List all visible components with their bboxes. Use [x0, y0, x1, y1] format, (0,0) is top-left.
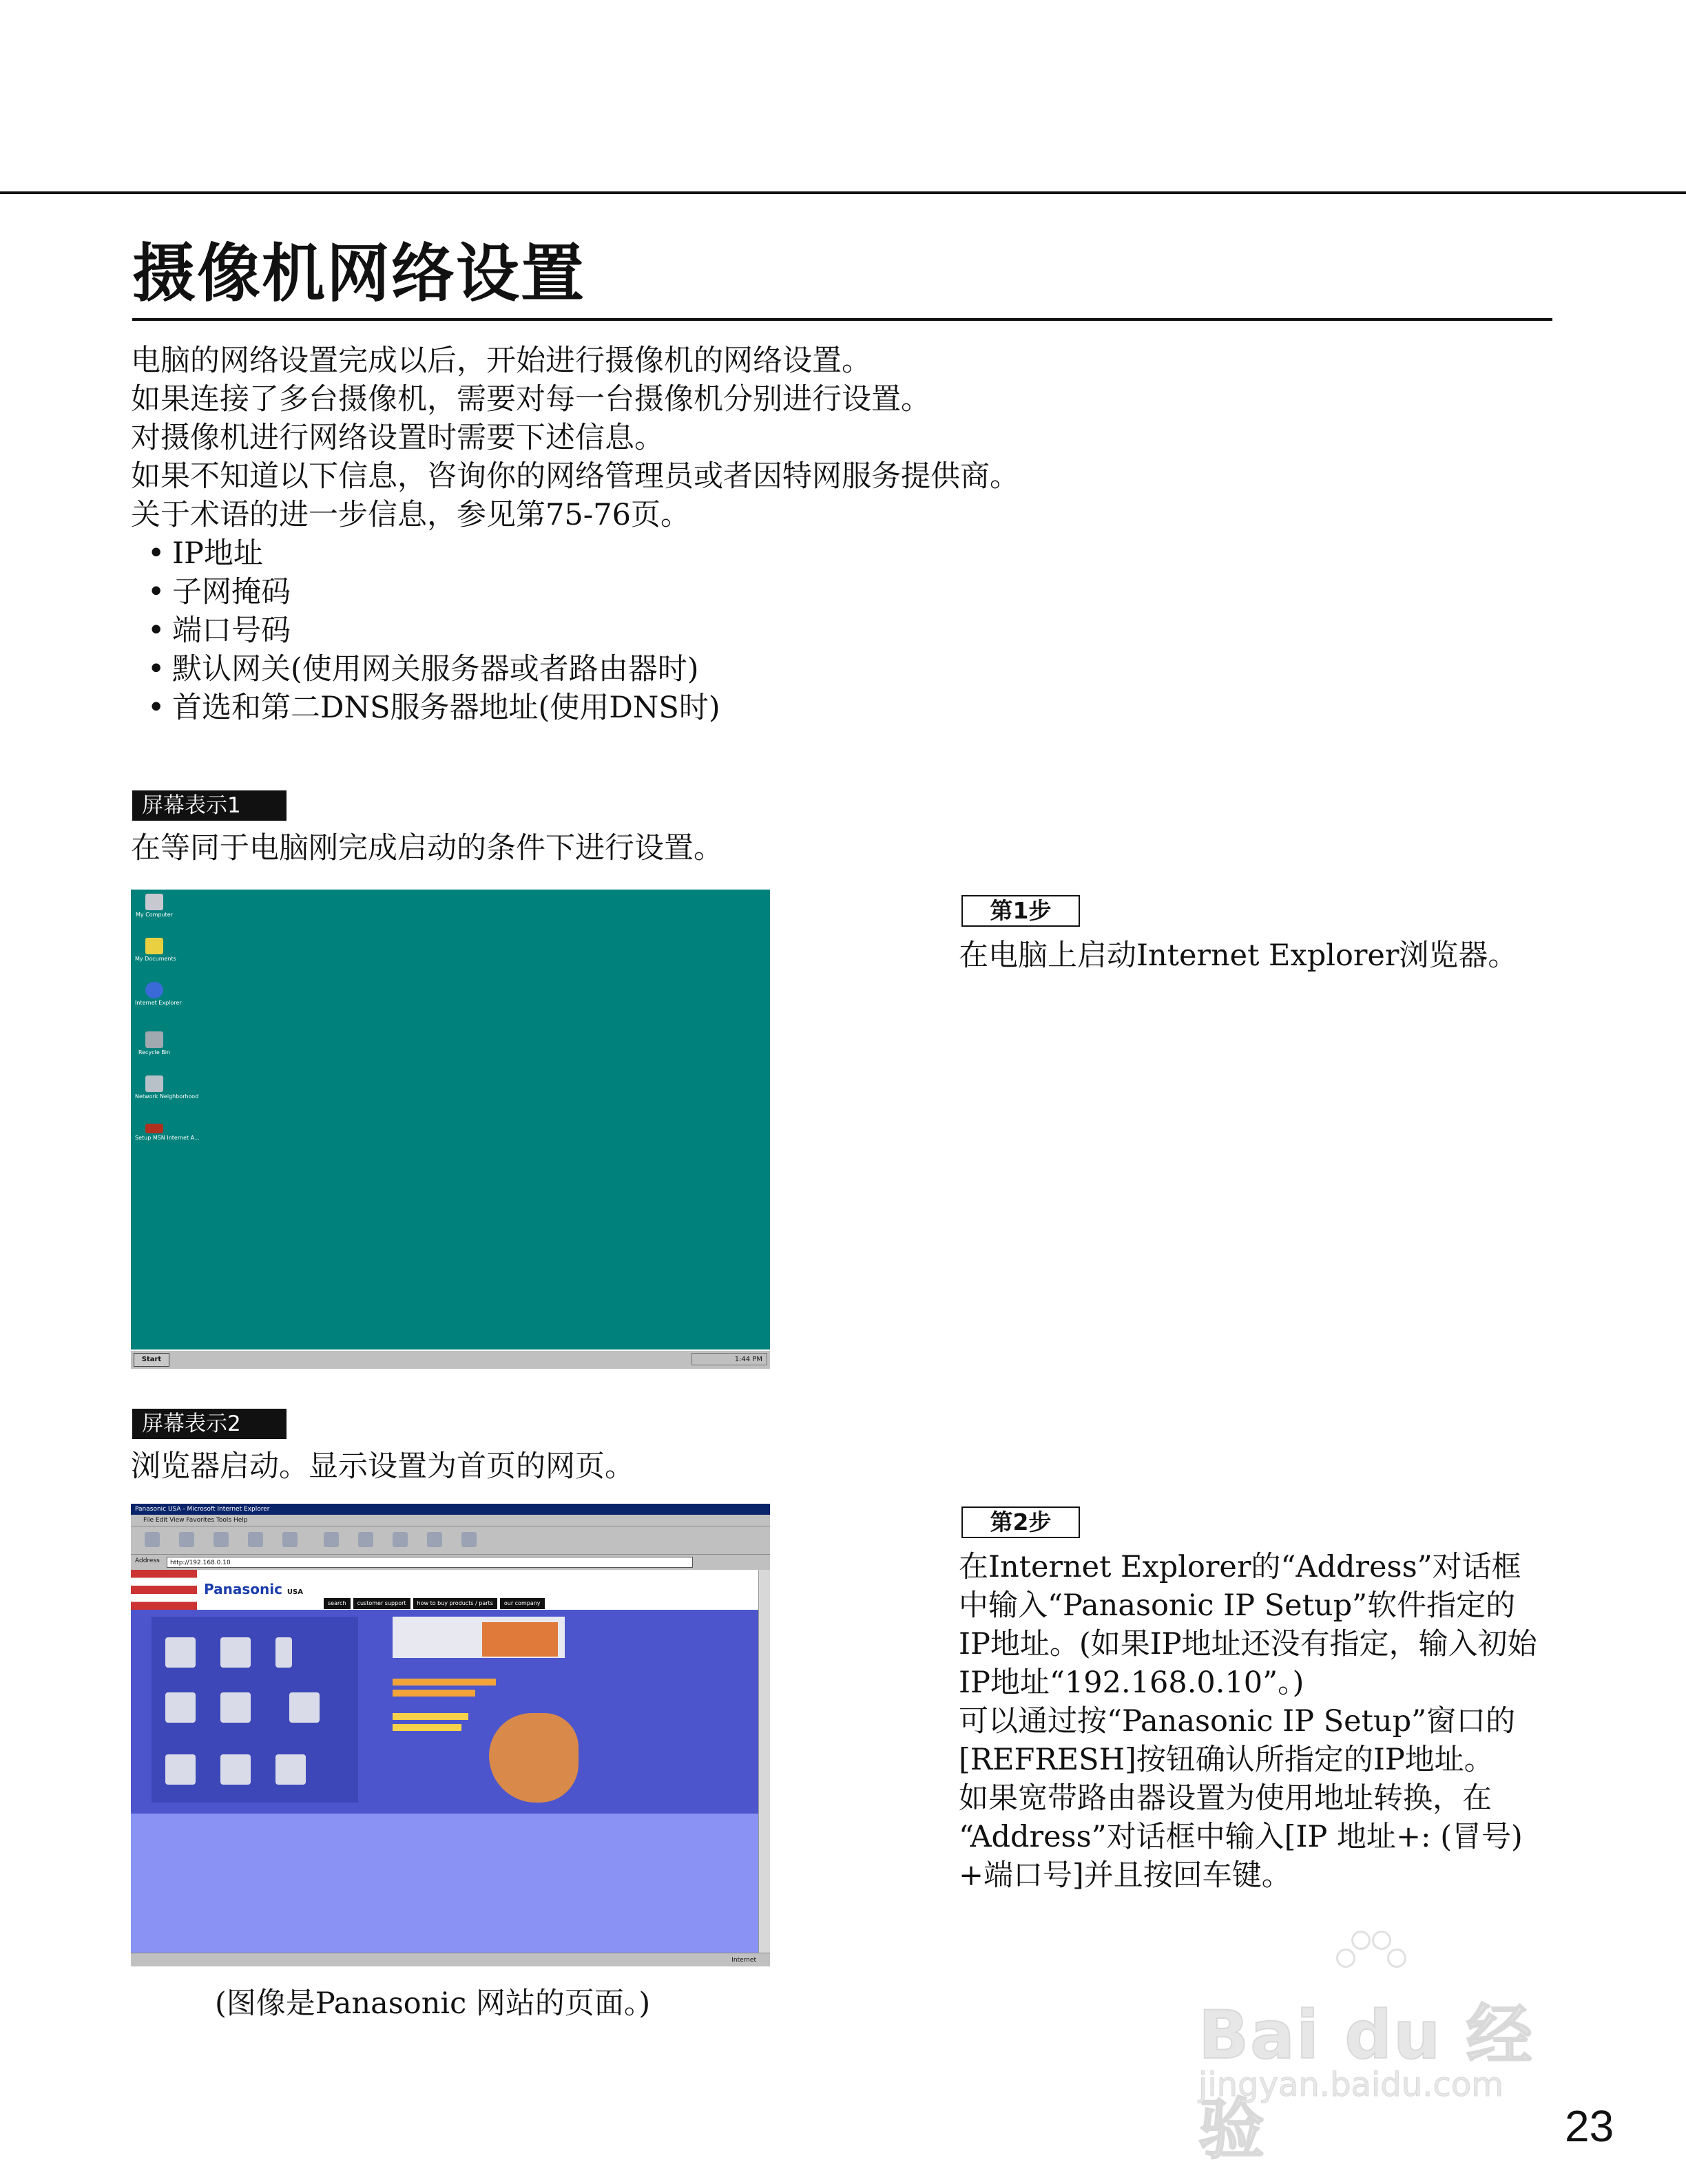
- list-item: • 首选和第二DNS服务器地址(使用DNS时): [147, 691, 720, 725]
- favorites-icon: [358, 1532, 373, 1547]
- address-label: Address: [135, 1557, 160, 1564]
- promo-text-line: [393, 1713, 468, 1720]
- screen2-label: 屏幕表示2: [132, 1409, 287, 1439]
- intro-line: 关于术语的进一步信息，参见第75-76页。: [131, 498, 690, 532]
- list-item: • 子网掩码: [147, 575, 291, 609]
- browser-address-bar: [131, 1555, 770, 1570]
- search-icon: [324, 1532, 339, 1547]
- top-rule: [0, 191, 1686, 194]
- browser-status-bar: Internet: [131, 1953, 770, 1966]
- watermark-brand: Bai du 经验: [1198, 1997, 1534, 2168]
- web-page: [131, 1570, 759, 1953]
- ie-icon: Internet Explorer: [135, 982, 174, 1007]
- page-title: 摄像机网络设置: [132, 237, 586, 311]
- intro-line: 电脑的网络设置完成以后，开始进行摄像机的网络设置。: [131, 344, 871, 378]
- flag-graphic: [131, 1570, 197, 1610]
- laptop-icon: [289, 1692, 320, 1723]
- site-nav-item[interactable]: how to buy products / parts: [413, 1598, 497, 1609]
- list-item: • 默认网关(使用网关服务器或者路由器时): [147, 652, 699, 686]
- intro-line: 如果不知道以下信息，咨询你的网络管理员或者因特网服务提供商。: [131, 459, 1019, 494]
- printer-icon: [165, 1692, 196, 1723]
- product-group-panel: [152, 1617, 358, 1803]
- msn-icon: Setup MSN Internet A...: [135, 1124, 174, 1142]
- browser-title-bar: Panasonic USA - Microsoft Internet Explorer: [131, 1504, 770, 1515]
- site-content: [131, 1610, 759, 1814]
- screenshot-caption: (图像是Panasonic 网站的页面。): [215, 1986, 651, 2021]
- disc-icon: [165, 1754, 196, 1785]
- paw-icon: [1336, 1928, 1398, 1990]
- intro-line: 对摄像机进行网络设置时需要下述信息。: [131, 421, 664, 455]
- computer-icon: My Computer: [135, 894, 174, 918]
- required-info-list: [147, 534, 720, 727]
- browser-menu-bar: File Edit View Favorites Tools Help: [143, 1517, 248, 1524]
- folder-icon: My Documents: [135, 938, 174, 963]
- site-nav-item[interactable]: customer support: [353, 1598, 410, 1609]
- home-icon: [282, 1532, 298, 1547]
- site-logo: Panasonic USA: [204, 1581, 303, 1597]
- print-icon: [461, 1532, 477, 1547]
- promo-banner: [482, 1622, 558, 1657]
- promo-text-line: [393, 1679, 496, 1686]
- screen2-description: 浏览器启动。显示设置为首页的网页。: [131, 1449, 634, 1484]
- step1-text: 在电脑上启动Internet Explorer浏览器。: [959, 938, 1518, 973]
- intro-paragraph: [131, 342, 1302, 534]
- step2-label: 第2步: [961, 1506, 1080, 1538]
- camera-icon: [220, 1637, 251, 1668]
- page-number: 23: [1565, 2101, 1614, 2151]
- camcorder-icon: [220, 1692, 251, 1723]
- battery-icon: [220, 1754, 251, 1785]
- taskbar: [131, 1350, 770, 1369]
- list-item: • 端口号码: [147, 613, 291, 648]
- history-icon: [393, 1532, 408, 1547]
- step2-text: 在Internet Explorer的“Address”对话框 中输入“Panasonic IP Setup”软件指定的 IP地址。(如果IP地址还没有指定，输入初始 IP地址“192.168.0.10”。) 可以通过按“Panasonic IP Setup”窗口的 [REFRESH]按钮确认所指定的IP地址。 如果宽带路由器设置为使用地址转换，在 “Address”对话框中输入[IP 地址+: (冒号) +端口号]并且按回车键。: [959, 1550, 1537, 1893]
- forward-icon: [179, 1532, 194, 1547]
- stop-icon: [214, 1532, 229, 1547]
- mail-icon: [427, 1532, 442, 1547]
- start-button[interactable]: Start: [134, 1353, 169, 1367]
- tv-icon: [165, 1637, 196, 1668]
- watermark-url: jingyan.baidu.com: [1198, 2066, 1503, 2104]
- step1-label: 第1步: [961, 895, 1080, 927]
- address-input[interactable]: http://192.168.0.10: [167, 1557, 693, 1568]
- screen1-label: 屏幕表示1: [132, 790, 287, 821]
- back-icon: [145, 1532, 160, 1547]
- site-nav-item[interactable]: our company: [500, 1598, 545, 1609]
- intro-line: 如果连接了多台摄像机，需要对每一台摄像机分别进行设置。: [131, 382, 930, 417]
- site-header: [131, 1570, 759, 1610]
- browser-screenshot: [131, 1504, 770, 1966]
- device-icon: [275, 1754, 306, 1785]
- recycle-bin-icon: Recycle Bin: [135, 1031, 174, 1056]
- system-tray-clock: 1:44 PM: [691, 1353, 767, 1365]
- site-nav-item[interactable]: search: [324, 1598, 351, 1609]
- phone-icon: [275, 1637, 292, 1668]
- refresh-icon: [248, 1532, 263, 1547]
- promo-panel: [393, 1617, 565, 1803]
- screen1-description: 在等同于电脑刚完成启动的条件下进行设置。: [131, 831, 723, 865]
- list-item: • IP地址: [147, 536, 263, 571]
- site-nav: [324, 1595, 548, 1606]
- promo-text-line: [393, 1690, 475, 1697]
- promo-text-line: [393, 1724, 461, 1731]
- title-underline: [132, 318, 1552, 321]
- browser-toolbar: [131, 1526, 770, 1555]
- desktop-screenshot: [131, 890, 770, 1369]
- site-footer: [131, 1814, 759, 1953]
- browser-scrollbar[interactable]: [758, 1570, 770, 1953]
- network-icon: Network Neighborhood: [135, 1075, 174, 1100]
- camera-product-image: [489, 1713, 579, 1803]
